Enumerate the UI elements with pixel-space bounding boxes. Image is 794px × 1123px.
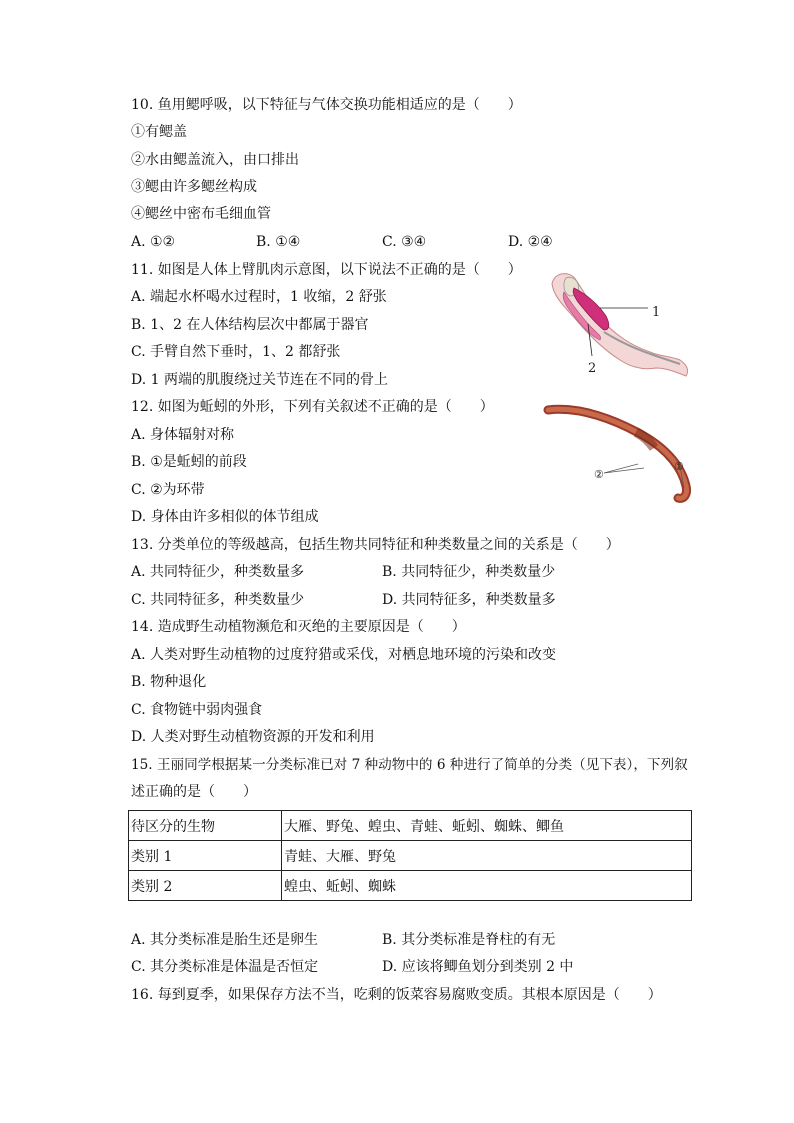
q10-item-1: ①有鳃盖 (131, 124, 187, 140)
q11-option-d: D. 1 两端的肌腹绕过关节连在不同的骨上 (131, 372, 388, 388)
table-row (129, 811, 692, 841)
table-cell: 类别 2 (129, 871, 282, 901)
q12-option-a: A. 身体辐射对称 (131, 427, 235, 443)
q11-stem: 11. 如图是人体上臂肌肉示意图，以下说法不正确的是（ ） (131, 262, 522, 278)
q14-option-c: C. 食物链中弱肉强食 (131, 702, 263, 718)
q10-option-c: C. ③④ (382, 234, 427, 250)
q13-option-b: B. 共同特征少，种类数量少 (382, 564, 556, 580)
q14-option-b: B. 物种退化 (131, 674, 207, 690)
arm-muscle-figure (540, 264, 695, 386)
table-cell: 待区分的生物 (129, 811, 282, 841)
q12-stem: 12. 如图为蚯蚓的外形，下列有关叙述不正确的是（ ） (131, 399, 494, 415)
q11-option-b: B. 1、2 在人体结构层次中都属于器官 (131, 317, 369, 333)
table-cell: 大雁、野兔、蝗虫、青蛙、蚯蚓、蜘蛛、鲫鱼 (282, 811, 692, 841)
q10-option-b: B. ①④ (256, 234, 301, 250)
worm-label-line-2b (604, 468, 644, 473)
q16-stem: 16. 每到夏季，如果保存方法不当，吃剩的饭菜容易腐败变质。其根本原因是（ ） (131, 987, 662, 1003)
worm-label-1: ① (674, 460, 684, 473)
earthworm-clitellum (636, 432, 654, 448)
q12-option-c: C. ②为环带 (131, 482, 205, 498)
q15-stem-line2: 述正确的是（ ） (131, 784, 257, 800)
q12-option-d: D. 身体由许多相似的体节组成 (131, 509, 319, 525)
q11-option-a: A. 端起水杯喝水过程时，1 收缩，2 舒张 (131, 289, 387, 305)
arm-label-2: 2 (588, 361, 597, 376)
q14-stem: 14. 造成野生动植物濒危和灭绝的主要原因是（ ） (131, 619, 466, 635)
classification-table (128, 810, 692, 901)
arm-label-1: 1 (652, 305, 661, 320)
earthworm-body-highlight (548, 409, 687, 498)
q11-option-c: C. 手臂自然下垂时，1、2 都舒张 (131, 344, 341, 360)
q10-option-a: A. ①② (131, 234, 176, 250)
earthworm-figure (540, 402, 695, 506)
q14-option-d: D. 人类对野生动植物资源的开发和利用 (131, 729, 375, 745)
q12-option-b: B. ①是蚯蚓的前段 (131, 454, 247, 470)
worm-label-2: ② (594, 468, 604, 481)
table-row (129, 871, 692, 901)
q13-option-a: A. 共同特征少，种类数量多 (131, 564, 305, 580)
q13-stem: 13. 分类单位的等级越高，包括生物共同特征和种类数量之间的关系是（ ） (131, 537, 620, 553)
table-cell: 蝗虫、蚯蚓、蜘蛛 (282, 871, 692, 901)
q15-option-a: A. 其分类标准是胎生还是卵生 (131, 932, 319, 948)
table-row (129, 841, 692, 871)
q15-option-c: C. 其分类标准是体温是否恒定 (131, 959, 319, 975)
q10-option-d: D. ②④ (508, 234, 553, 250)
q15-option-b: B. 其分类标准是脊柱的有无 (382, 932, 556, 948)
worm-label-line-2a (604, 464, 638, 473)
q13-option-c: C. 共同特征多，种类数量少 (131, 592, 305, 608)
q15-option-d: D. 应该将鲫鱼划分到类别 2 中 (382, 959, 574, 975)
q10-item-4: ④鳃丝中密布毛细血管 (131, 206, 271, 222)
q13-option-d: D. 共同特征多，种类数量多 (382, 592, 556, 608)
q10-item-2: ②水由鳃盖流入，由口排出 (131, 152, 299, 168)
q10-stem: 10. 鱼用鳃呼吸，以下特征与气体交换功能相适应的是（ ） (131, 97, 522, 113)
q14-option-a: A. 人类对野生动植物的过度狩猎或采伐，对栖息地环境的污染和改变 (131, 647, 557, 663)
q15-stem-line1: 15. 王丽同学根据某一分类标准已对 7 种动物中的 6 种进行了简单的分类（见下表），下列叙 (131, 757, 688, 773)
table-cell: 青蛙、大雁、野兔 (282, 841, 692, 871)
q10-item-3: ③鳃由许多鳃丝构成 (131, 179, 257, 195)
table-cell: 类别 1 (129, 841, 282, 871)
